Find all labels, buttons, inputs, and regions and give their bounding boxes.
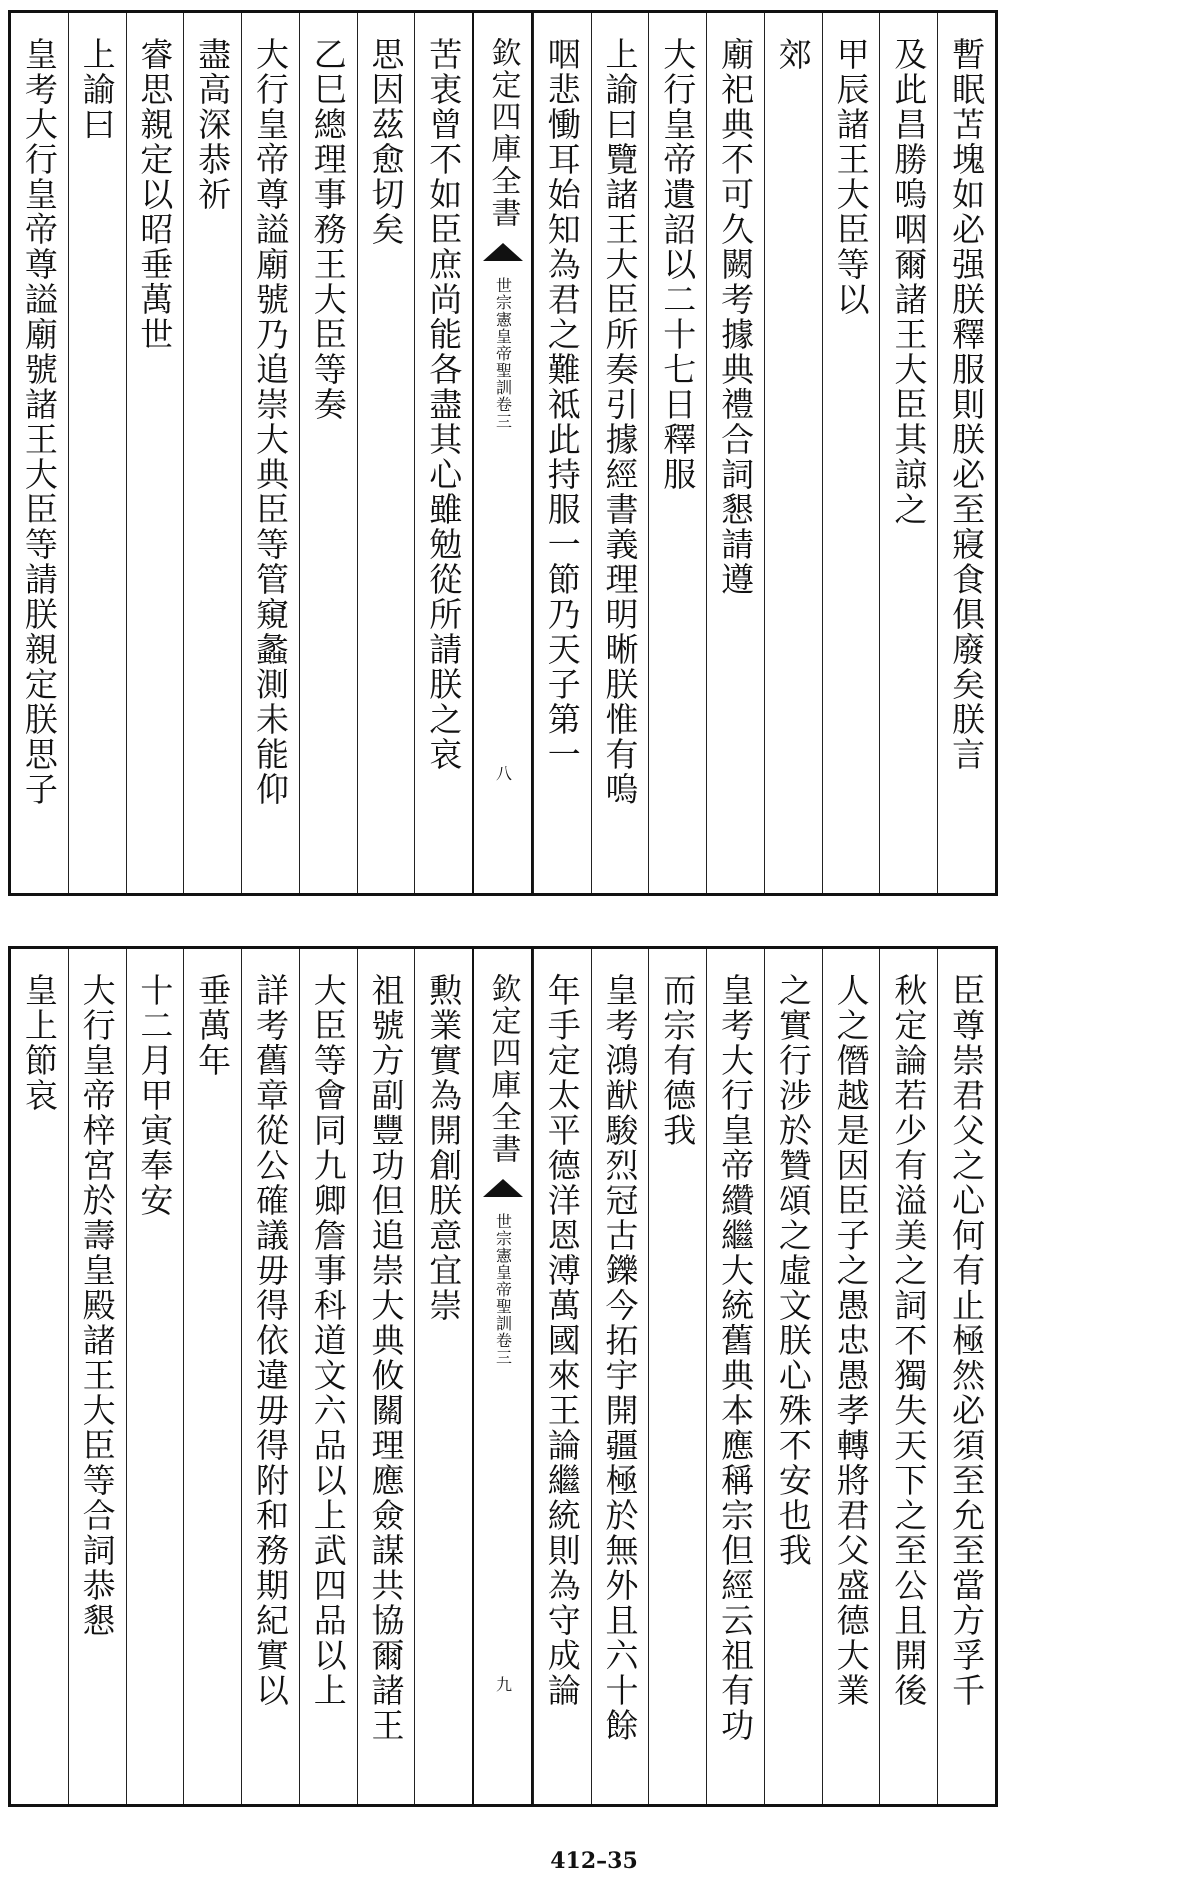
column-text: 人之僭越是因臣子之愚忠愚孝轉將君父盛德大業 [831, 973, 871, 1708]
text-column [879, 13, 937, 893]
column-text: 大臣等會同九卿詹事科道文六品以上武四品以上 [308, 973, 348, 1708]
text-column [937, 949, 995, 1804]
column-text: 皇考大行皇帝尊謚廟號諸王大臣等請朕親定朕思子 [19, 37, 59, 807]
text-column [241, 949, 299, 1804]
center-subtitle: 世宗憲皇帝聖訓 [493, 1213, 513, 1332]
top-columns [11, 13, 995, 893]
juan-label: 卷三 [493, 1332, 513, 1366]
text-column [591, 13, 649, 893]
text-column [183, 13, 241, 893]
center-fold [472, 13, 533, 893]
text-column [648, 949, 706, 1804]
text-column [591, 949, 649, 1804]
column-text: 暫眠苫塊如必强朕釋服則朕必至寢食俱廢矣朕言 [947, 37, 987, 772]
bottom-columns [11, 949, 995, 1804]
column-text: 大行皇帝遺詔以二十七日釋服 [658, 37, 698, 492]
fishtail-mark-icon [481, 239, 525, 267]
text-column [299, 949, 357, 1804]
column-text: 臣尊崇君父之心何有止極然必須至允至當方孚千 [947, 973, 987, 1708]
column-text: 郊 [773, 37, 813, 72]
column-text: 垂萬年 [193, 973, 233, 1078]
column-text: 苦衷曾不如臣庶尚能各盡其心雖勉從所請朕之哀 [424, 37, 464, 772]
text-column [414, 13, 472, 893]
fishtail-mark-icon [481, 1175, 525, 1203]
text-column [11, 13, 68, 893]
text-column [822, 949, 880, 1804]
text-column [764, 13, 822, 893]
column-text: 祖號方副豐功但追崇大典攸關理應僉謀共協爾諸王 [366, 973, 406, 1743]
page-number: 九 [493, 1676, 513, 1694]
text-column [241, 13, 299, 893]
text-column [706, 949, 764, 1804]
text-column [299, 13, 357, 893]
column-text: 思因茲愈切矣 [366, 37, 406, 247]
text-column [764, 949, 822, 1804]
bottom-page [8, 946, 998, 1807]
text-column [879, 949, 937, 1804]
text-column [706, 13, 764, 893]
column-text: 及此昌勝嗚咽爾諸王大臣其諒之 [889, 37, 929, 527]
column-text: 皇考大行皇帝纘繼大統舊典本應稱宗但經云祖有功 [716, 973, 756, 1743]
column-text: 大行皇帝尊謚廟號乃追崇大典臣等管窺蠡測未能仰 [250, 37, 290, 807]
column-text: 大行皇帝梓宮於壽皇殿諸王大臣等合詞恭懇 [77, 973, 117, 1638]
column-text: 上諭曰覽諸王大臣所奏引據經書義理明晰朕惟有嗚 [600, 37, 640, 807]
folio-number: 412–35 [550, 1848, 638, 1874]
column-text: 而宗有德我 [658, 973, 698, 1148]
text-column [414, 949, 472, 1804]
center-subtitle: 世宗憲皇帝聖訓 [493, 277, 513, 396]
text-column [126, 949, 184, 1804]
text-column [11, 949, 68, 1804]
column-text: 睿思親定以昭垂萬世 [135, 37, 175, 352]
text-column [68, 13, 126, 893]
column-text: 盡高深恭祈 [193, 37, 233, 212]
text-column [357, 13, 415, 893]
text-column [648, 13, 706, 893]
column-text: 上諭曰 [77, 37, 117, 142]
column-text: 勲業實為開創朕意宜崇 [424, 973, 464, 1323]
column-text: 甲辰諸王大臣等以 [831, 37, 871, 317]
book-title: 欽定四庫全書 [485, 37, 521, 229]
column-text: 皇考鴻猷駿烈冠古鑠今拓宇開疆極於無外且六十餘 [600, 973, 640, 1743]
column-text: 之實行涉於贊頌之虛文朕心殊不安也我 [773, 973, 813, 1568]
text-column [822, 13, 880, 893]
column-text: 乙巳總理事務王大臣等奏 [308, 37, 348, 422]
column-text: 皇上節哀 [19, 973, 59, 1113]
column-text: 廟祀典不可久闕考據典禮合詞懇請遵 [716, 37, 756, 597]
center-fold [472, 949, 533, 1804]
book-title: 欽定四庫全書 [485, 973, 521, 1165]
text-column [183, 949, 241, 1804]
column-text: 咽悲慟耳始知為君之難祗此持服一節乃天子第一 [542, 37, 582, 772]
text-column [533, 949, 591, 1804]
column-text: 秋定論若少有溢美之詞不獨失天下之至公且開後 [889, 973, 929, 1708]
juan-label: 卷三 [493, 396, 513, 430]
text-column [937, 13, 995, 893]
text-column [357, 949, 415, 1804]
column-text: 詳考舊章從公確議毋得依違毋得附和務期紀實以 [250, 973, 290, 1708]
text-column [68, 949, 126, 1804]
page-number: 八 [493, 765, 513, 783]
column-text: 年手定太平德洋恩溥萬國來王論繼統則為守成論 [542, 973, 582, 1708]
text-column [533, 13, 591, 893]
text-column [126, 13, 184, 893]
top-page [8, 10, 998, 896]
column-text: 十二月甲寅奉安 [135, 973, 175, 1218]
